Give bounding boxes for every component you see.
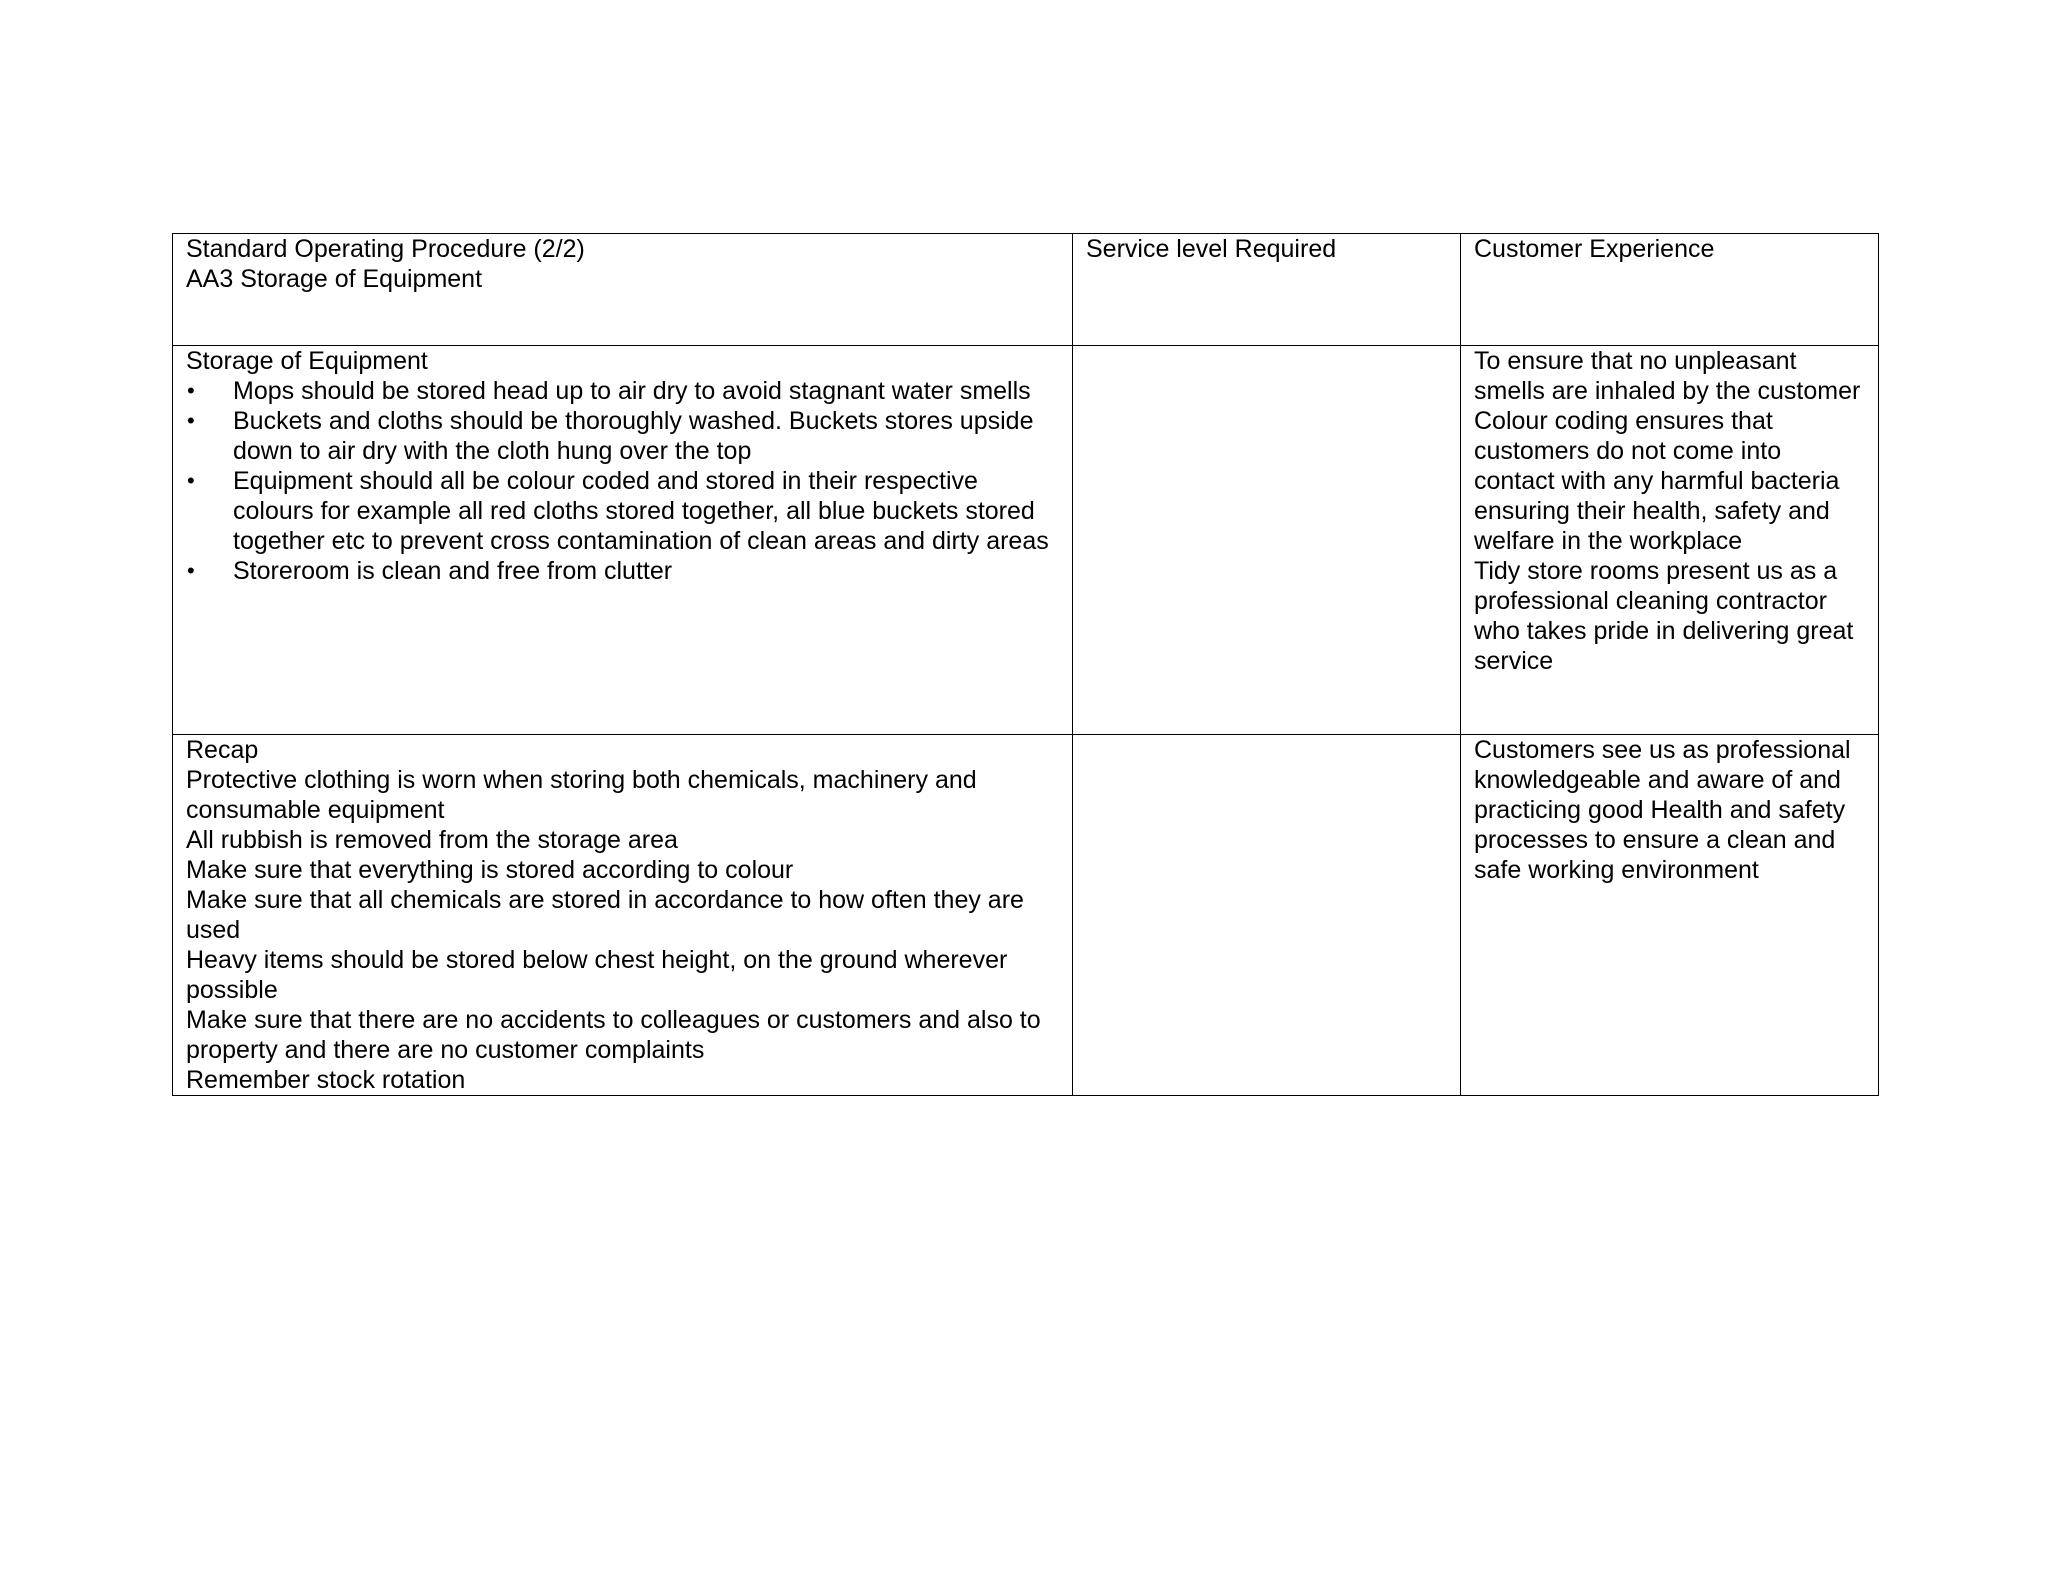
list-item: • Equipment should all be colour coded and stored in their respective colours for example all red cloths stored together, all blue buckets stored together etc to prevent cross contamination of clean areas and dirty areas xyxy=(186,466,1059,556)
recap-line: Protective clothing is worn when storing both chemicals, machinery and consumable equipment xyxy=(186,766,977,824)
recap-customer-experience-cell xyxy=(1461,735,1879,1096)
sop-table xyxy=(172,233,1879,1096)
recap-line: Remember stock rotation xyxy=(186,1066,466,1094)
procedure-cell xyxy=(173,234,1073,346)
list-item: • Buckets and cloths should be thoroughly washed. Buckets stores upside down to air dry with the cloth hung over the top xyxy=(186,406,1059,466)
storage-heading: Storage of Equipment xyxy=(186,347,428,375)
list-item: • Mops should be stored head up to air dry to avoid stagnant water smells xyxy=(186,376,1059,406)
recap-heading: Recap xyxy=(186,736,259,764)
recap-row xyxy=(173,735,1879,1096)
recap-line: All rubbish is removed from the storage area xyxy=(186,826,678,854)
customer-experience-heading: Customer Experience xyxy=(1474,235,1715,263)
recap-line: Heavy items should be stored below chest height, on the ground wherever possible xyxy=(186,946,1008,1004)
procedure-subtitle: AA3 Storage of Equipment xyxy=(186,265,483,293)
customer-experience-text: Colour coding ensures that customers do not come into contact with any harmful bacteria ensuring their health, safety and welfare in the workplace xyxy=(1474,407,1840,555)
customer-experience-text: Customers see us as professional knowledgeable and aware of and practicing good Health and safety processes to ensure a clean and safe working environment xyxy=(1474,736,1851,884)
customer-experience-text: To ensure that no unpleasant smells are inhaled by the customer xyxy=(1474,347,1861,405)
storage-procedure-cell xyxy=(173,346,1073,735)
list-item: • Storeroom is clean and free from clutter xyxy=(186,556,1059,586)
storage-bullet-list xyxy=(186,376,1059,586)
recap-line: Make sure that there are no accidents to colleagues or customers and also to property and there are no customer complaints xyxy=(186,1006,1041,1064)
storage-customer-experience-cell xyxy=(1461,346,1879,735)
customer-experience-heading-cell xyxy=(1461,234,1879,346)
service-level-heading-cell xyxy=(1073,234,1461,346)
storage-row xyxy=(173,346,1879,735)
recap-procedure-cell xyxy=(173,735,1073,1096)
service-level-heading: Service level Required xyxy=(1086,235,1337,263)
recap-service-level-cell xyxy=(1073,735,1461,1096)
procedure-title: Standard Operating Procedure (2/2) xyxy=(186,235,585,263)
recap-line: Make sure that everything is stored according to colour xyxy=(186,856,794,884)
header-row xyxy=(173,234,1879,346)
recap-line: Make sure that all chemicals are stored in accordance to how often they are used xyxy=(186,886,1024,944)
customer-experience-text: Tidy store rooms present us as a professional cleaning contractor who takes pride in delivering great service xyxy=(1474,557,1854,675)
storage-service-level-cell xyxy=(1073,346,1461,735)
